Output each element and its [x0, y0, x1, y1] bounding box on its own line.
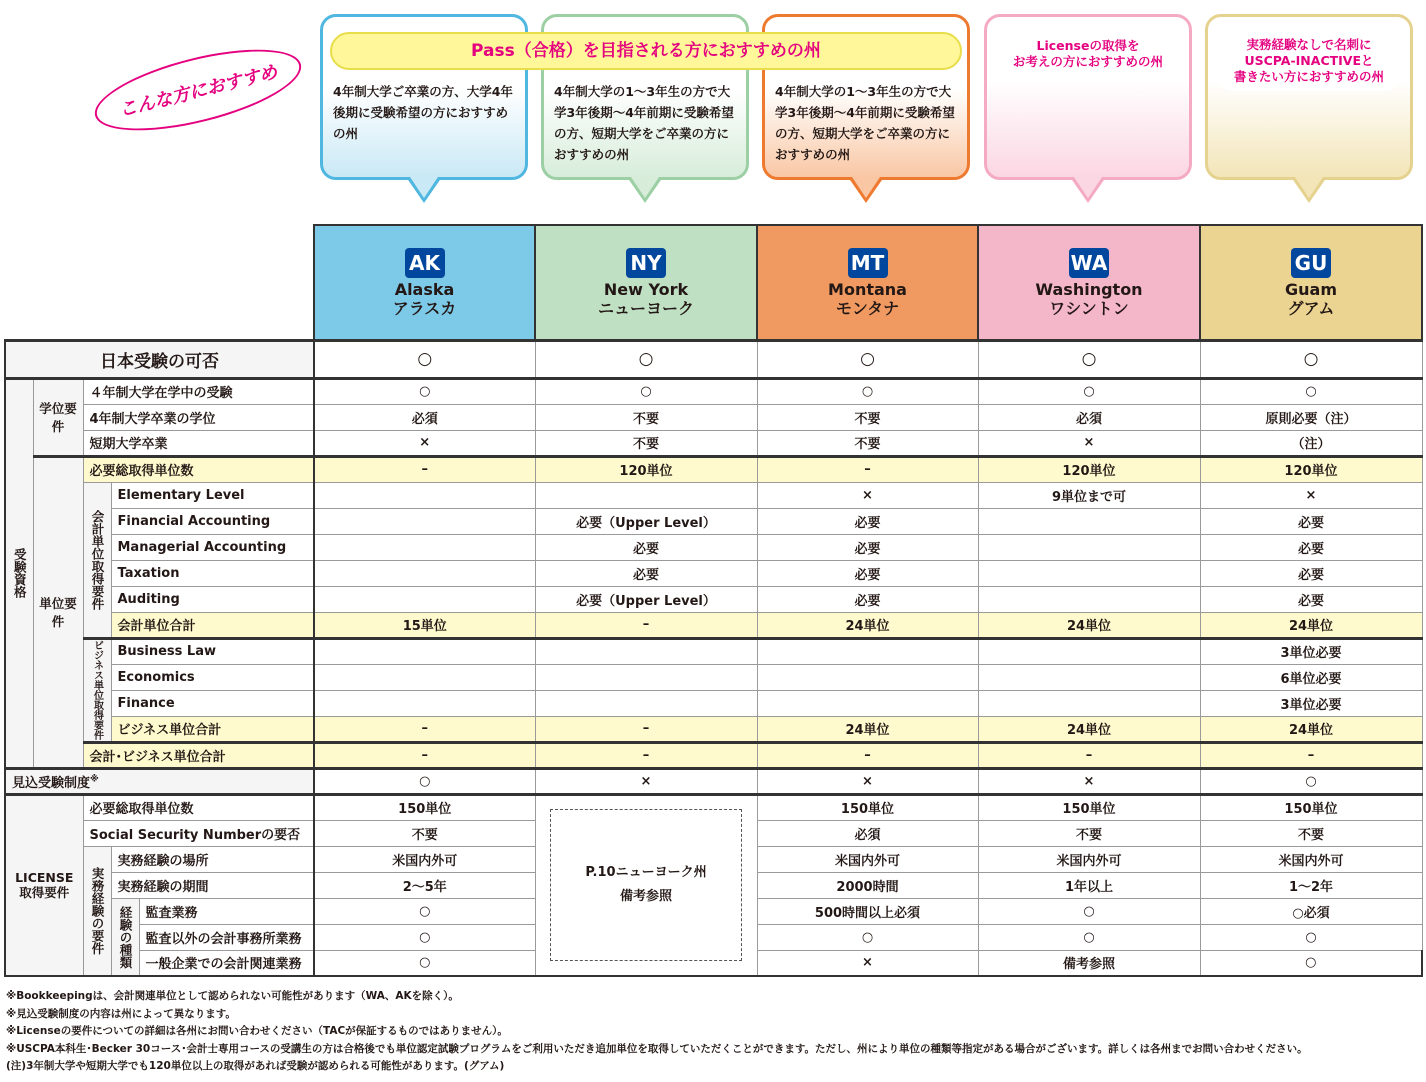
- table-cell: Finance: [111, 690, 314, 716]
- label-text: ワシントン: [1049, 299, 1129, 318]
- table-cell: [314, 690, 535, 716]
- bubble-ny-text: 4年制大学の1〜3年生の方で大学3年後期〜4年前期に受験希望の方、短期大学をご卒業の方におすすめの州: [554, 84, 734, 162]
- table-cell: ○: [314, 898, 535, 924]
- table-cell: 2000時間: [757, 872, 978, 898]
- label-text: Guam: [1285, 280, 1337, 299]
- table-cell: 米国内外可: [1200, 846, 1422, 872]
- label-text: Alaska: [394, 280, 455, 299]
- table-cell: ×: [535, 768, 757, 794]
- label-text: アラスカ: [392, 299, 457, 318]
- degree-req-label: 学位要件: [33, 378, 83, 456]
- table-cell: ○: [535, 340, 757, 378]
- table-cell: ×: [757, 482, 978, 508]
- bubble-tail: [410, 177, 438, 198]
- table-cell: 備考参照: [978, 950, 1200, 976]
- table-cell: 監査業務: [139, 898, 314, 924]
- table-cell: [535, 482, 757, 508]
- table-cell: [314, 560, 535, 586]
- table-cell: [535, 690, 757, 716]
- table-cell: [314, 664, 535, 690]
- table-cell: 15単位: [314, 612, 535, 638]
- table-cell: ○: [1200, 378, 1422, 404]
- table-cell: ○: [978, 924, 1200, 950]
- table-cell: ○: [978, 378, 1200, 404]
- table-cell: 120単位: [535, 456, 757, 482]
- row-taxation: [5, 560, 1422, 586]
- bubble-wa: [984, 14, 1192, 180]
- table-cell: 監査以外の会計事務所業務: [139, 924, 314, 950]
- label-text: グアム: [1287, 299, 1335, 318]
- table-cell: 実務経験の場所: [111, 846, 314, 872]
- table-cell: 必要（Upper Level）: [535, 586, 757, 612]
- bubble-mt-text: 4年制大学の1〜3年生の方で大学3年後期〜4年前期に受験希望の方、短期大学をご卒業の方におすすめの州: [775, 84, 955, 162]
- table-cell: ○: [1200, 768, 1422, 794]
- row-junior-college: [5, 430, 1422, 456]
- table-cell: 不要: [978, 820, 1200, 846]
- table-cell: 不要: [535, 430, 757, 456]
- table-cell: [978, 638, 1200, 664]
- table-cell: [978, 508, 1200, 534]
- table-cell: –: [314, 742, 535, 768]
- table-cell: ○: [314, 924, 535, 950]
- table-cell: ○: [978, 898, 1200, 924]
- table-cell: ×: [978, 768, 1200, 794]
- row-in-school: [5, 378, 1422, 404]
- table-cell: 必要（Upper Level）: [535, 508, 757, 534]
- row-finance: [5, 690, 1422, 716]
- ny-reference-cell: [535, 794, 757, 976]
- table-cell: [978, 586, 1200, 612]
- table-cell: （注）: [1200, 430, 1422, 456]
- table-cell: 一般企業での会計関連業務: [139, 950, 314, 976]
- table-cell: ○: [1200, 924, 1422, 950]
- table-cell: [535, 638, 757, 664]
- table-cell: Social Security Numberの要否: [83, 820, 314, 846]
- table-cell: 必須: [978, 404, 1200, 430]
- footnotes: [6, 988, 1308, 1076]
- table-cell: 原則必要（注）: [1200, 404, 1422, 430]
- label-text: Washington: [1035, 280, 1143, 299]
- state-code-badge: GU: [1291, 248, 1331, 278]
- row-elementary: [5, 482, 1422, 508]
- table-cell: 120単位: [978, 456, 1200, 482]
- license-req-label: LICENSE 取得要件: [5, 794, 83, 976]
- table-cell: 必要総取得単位数: [83, 794, 314, 820]
- table-cell: 必要: [757, 534, 978, 560]
- exam-qual-label: 受験資格: [5, 378, 33, 768]
- table-cell: ○: [314, 950, 535, 976]
- biz-unit-req-label: ビジネス単位取得要件: [83, 638, 111, 742]
- table-cell: 1〜2年: [1200, 872, 1422, 898]
- ny-reference-box: [550, 809, 742, 961]
- table-cell: ○: [757, 378, 978, 404]
- table-cell: Taxation: [111, 560, 314, 586]
- row-total-units: [5, 456, 1422, 482]
- state-header-ny: [535, 225, 757, 340]
- table-cell: [757, 664, 978, 690]
- table-cell: Financial Accounting: [111, 508, 314, 534]
- label-text: 見込受験制度: [12, 775, 91, 791]
- table-cell: –: [1200, 742, 1422, 768]
- table-cell: [757, 690, 978, 716]
- table-cell: Economics: [111, 664, 314, 690]
- table-cell: –: [757, 742, 978, 768]
- table-cell: [978, 534, 1200, 560]
- table-cell: 24単位: [1200, 716, 1422, 742]
- table-cell: [535, 664, 757, 690]
- table-cell: [978, 690, 1200, 716]
- table-cell: 9単位まで可: [978, 482, 1200, 508]
- table-cell: 3単位必要: [1200, 690, 1422, 716]
- table-cell: 不要: [1200, 820, 1422, 846]
- state-header-wa: [978, 225, 1200, 340]
- unit-req-label: 単位要件: [33, 456, 83, 768]
- row-acct-biz-total: [5, 742, 1422, 768]
- bubble-gu-pill: 実務経験なしで名刺に USCPA-INACTIVEと 書きたい方におすすめの州: [1216, 31, 1402, 91]
- table-cell: –: [535, 742, 757, 768]
- label-text: ※: [90, 774, 99, 785]
- table-cell: 必要: [757, 586, 978, 612]
- row-lic-units: [5, 794, 1422, 820]
- table-cell: 不要: [757, 404, 978, 430]
- state-code-badge: WA: [1069, 248, 1109, 278]
- table-cell: 4年制大学卒業の学位: [83, 404, 314, 430]
- table-cell: ○必須: [1200, 898, 1422, 924]
- table-cell: –: [314, 716, 535, 742]
- table-cell: 不要: [535, 404, 757, 430]
- table-cell: 短期大学卒業: [83, 430, 314, 456]
- table-cell: –: [978, 742, 1200, 768]
- row-managerial: [5, 534, 1422, 560]
- table-cell: ○: [757, 924, 978, 950]
- bubble-tail: [1074, 177, 1102, 198]
- table-cell: [314, 638, 535, 664]
- table-cell: ○: [314, 378, 535, 404]
- table-cell: Auditing: [111, 586, 314, 612]
- table-cell: 24単位: [978, 612, 1200, 638]
- table-cell: ×: [978, 430, 1200, 456]
- table-cell: [5, 225, 314, 340]
- footnote: ※USCPA本科生･Becker 30コース･会計士専用コースの受講生の方は合格後でも単位認定試験プログラムをご利用いただき追加単位を取得していただくことができます。ただし、州により単位の種類等指定がある場合がございます。詳しくは各州までお問い合わせください。: [6, 1042, 1308, 1055]
- table-cell: ４年制大学在学中の受験: [83, 378, 314, 404]
- table-cell: 24単位: [978, 716, 1200, 742]
- table-cell: 会計単位合計: [111, 612, 314, 638]
- state-header-gu: [1200, 225, 1422, 340]
- table-cell: ビジネス単位合計: [111, 716, 314, 742]
- table-cell: 120単位: [1200, 456, 1422, 482]
- table-cell: ×: [757, 768, 978, 794]
- label-text: P.10ニューヨーク州: [585, 865, 707, 881]
- label-text: New York: [603, 280, 689, 299]
- comparison-table: [4, 224, 1423, 977]
- table-cell: 150単位: [978, 794, 1200, 820]
- table-cell: 不要: [314, 820, 535, 846]
- row-business-law: [5, 638, 1422, 664]
- table-cell: 米国内外可: [314, 846, 535, 872]
- table-cell: 必要: [757, 560, 978, 586]
- table-cell: [978, 560, 1200, 586]
- row-biz-total: [5, 716, 1422, 742]
- table-cell: ×: [1200, 482, 1422, 508]
- table-cell: 150単位: [314, 794, 535, 820]
- row-acct-total: [5, 612, 1422, 638]
- table-cell: ○: [757, 340, 978, 378]
- table-cell: 150単位: [757, 794, 978, 820]
- footnote: ※Bookkeepingは、会計関連単位として認められない可能性があります（WA、AKを除く）。: [6, 990, 459, 1002]
- table-cell: 3単位必要: [1200, 638, 1422, 664]
- table-cell: 24単位: [757, 716, 978, 742]
- state-header-mt: [757, 225, 978, 340]
- table-cell: ○: [314, 768, 535, 794]
- table-cell: [314, 482, 535, 508]
- pass-banner: Pass（合格）を目指される方におすすめの州: [330, 32, 962, 70]
- state-code-badge: MT: [848, 248, 888, 278]
- bubble-tail: [852, 177, 880, 198]
- row-grad-degree: [5, 404, 1422, 430]
- state-header-ak: [314, 225, 535, 340]
- table-cell: ○: [535, 378, 757, 404]
- table-cell: 必要: [1200, 586, 1422, 612]
- label-text: モンタナ: [835, 299, 900, 318]
- footnote: ※見込受験制度の内容は州によって異なります。: [6, 1007, 236, 1020]
- table-cell: 必要: [1200, 508, 1422, 534]
- table-cell: 必要: [535, 560, 757, 586]
- bubble-tail: [631, 177, 659, 198]
- table-cell: –: [535, 716, 757, 742]
- table-cell: ○: [314, 340, 535, 378]
- table-cell: 米国内外可: [757, 846, 978, 872]
- footnote: ※Licenseの要件についての詳細は各州にお問い合わせください（TACが保証するものではありません）。: [6, 1025, 508, 1037]
- bubble-ak-text: 4年制大学ご卒業の方、大学4年後期に受験希望の方におすすめの州: [333, 84, 513, 141]
- label-text: こんな方におすすめ: [117, 61, 280, 122]
- recommend-label: [87, 33, 308, 146]
- bubble-wa-pill: Licenseの取得を お考えの方におすすめの州: [995, 35, 1181, 73]
- table-cell: 2〜5年: [314, 872, 535, 898]
- row-auditing: [5, 586, 1422, 612]
- row-economics: [5, 664, 1422, 690]
- table-cell: 150単位: [1200, 794, 1422, 820]
- table-cell: 必要: [1200, 560, 1422, 586]
- table-cell: 必須: [314, 404, 535, 430]
- state-code-badge: NY: [626, 248, 666, 278]
- acct-unit-req-label: 会計単位取得要件: [83, 482, 111, 638]
- table-cell: ○: [1200, 340, 1422, 378]
- work-types-label: 経験の種類: [111, 898, 139, 976]
- table-cell: 会計･ビジネス単位合計: [83, 742, 314, 768]
- table-cell: 必須: [757, 820, 978, 846]
- table-cell: Elementary Level: [111, 482, 314, 508]
- row-japan-exam: [5, 340, 1422, 378]
- label-text: Montana: [828, 280, 907, 299]
- table-cell: [314, 534, 535, 560]
- table-cell: –: [314, 456, 535, 482]
- table-cell: 実務経験の期間: [111, 872, 314, 898]
- table-cell: 日本受験の可否: [5, 340, 314, 378]
- table-cell: [978, 664, 1200, 690]
- bubble-tail: [1295, 177, 1323, 198]
- table-cell: [5, 768, 314, 794]
- table-cell: 必要: [1200, 534, 1422, 560]
- table-cell: ○: [1200, 950, 1422, 976]
- table-cell: [314, 508, 535, 534]
- table-cell: Business Law: [111, 638, 314, 664]
- row-mikomi: [5, 768, 1422, 794]
- table-cell: Managerial Accounting: [111, 534, 314, 560]
- table-cell: 6単位必要: [1200, 664, 1422, 690]
- label-text: 備考参照: [619, 889, 672, 905]
- work-req-label: 実務経験の要件: [83, 846, 111, 976]
- table-cell: [314, 586, 535, 612]
- table-cell: –: [535, 612, 757, 638]
- table-cell: 1年以上: [978, 872, 1200, 898]
- table-cell: 必要総取得単位数: [83, 456, 314, 482]
- footnote: (注)3年制大学や短期大学でも120単位以上の取得があれば受験が認められる可能性があります。(グアム): [6, 1060, 505, 1072]
- table-cell: 必要: [535, 534, 757, 560]
- table-cell: 必要: [757, 508, 978, 534]
- table-cell: 24単位: [757, 612, 978, 638]
- table-cell: [757, 638, 978, 664]
- table-cell: 500時間以上必須: [757, 898, 978, 924]
- table-cell: ×: [757, 950, 978, 976]
- table-cell: 不要: [757, 430, 978, 456]
- bubble-gu: [1205, 14, 1413, 180]
- row-financial: [5, 508, 1422, 534]
- table-cell: –: [757, 456, 978, 482]
- table-cell: 24単位: [1200, 612, 1422, 638]
- table-cell: 米国内外可: [978, 846, 1200, 872]
- table-cell: ○: [978, 340, 1200, 378]
- table-cell: ×: [314, 430, 535, 456]
- label-text: ニューヨーク: [597, 299, 694, 318]
- state-code-badge: AK: [405, 248, 445, 278]
